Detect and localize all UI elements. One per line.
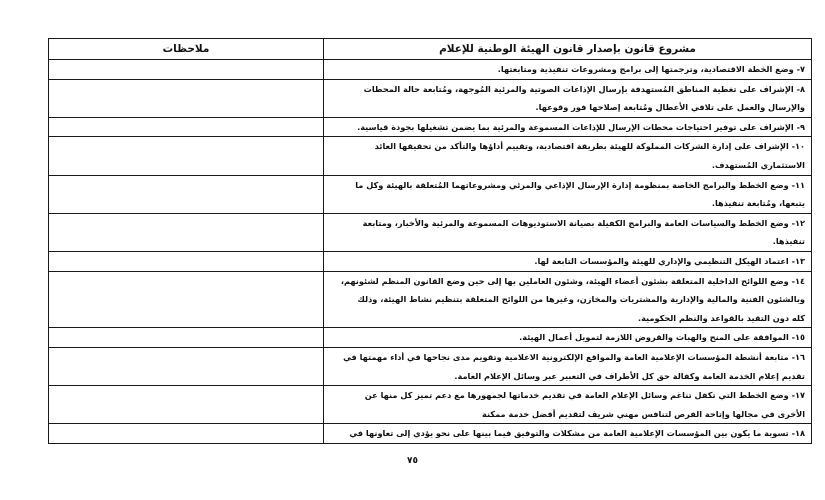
notes-cell [49,60,324,80]
table-row [49,60,812,80]
notes-cell [49,117,324,137]
item-line: ٩- الإشراف على توفير احتياجات محطات الإرسال للإذاعات المسموعة والمرئية بما يضمن تشغيلها بجودة قياسية. [357,121,805,132]
item-line: تنفيذها. [772,236,805,247]
table-row [49,347,812,385]
item-line: ١٧- وضع الخطط التي تكفل تناغم وسائل الإعلام العامة في تقديم خدماتها لجمهورها مع دعم تميز كل منها عن [364,390,805,401]
table-row [49,328,812,348]
table-row [49,213,812,251]
main-cell [324,175,812,213]
table-row [49,175,812,213]
item-line: ١٨- تسوية ما يكون بين المؤسسات الإعلامية العامة من مشكلات والتوفيق فيما بينها على نحو يؤدي إلى تعاونها في [349,428,805,439]
item-line: تقديم إعلام الخدمة العامة وكفالة حق كل الأطراف في التعبير عبر وسائل الإعلام العامة. [454,370,805,381]
table-row [49,386,812,424]
item-line: كله دون التقيد بالقواعد والنظم الحكومية. [637,312,805,323]
main-cell [324,60,812,80]
main-cell [324,213,812,251]
notes-cell [49,137,324,175]
main-cell [324,137,812,175]
table-row [49,424,812,444]
notes-cell [49,386,324,424]
item-line: ١٢- وضع الخطط والسياسات العامة والبرامج الكفيلة بصيانة الاستوديوهات المسموعة والمرئية والأخبار، ومتابعة [362,217,805,228]
main-cell [324,271,812,328]
notes-cell [49,347,324,385]
notes-cell [49,251,324,271]
table-row [49,137,812,175]
item-line: الأخرى في مجالها وإتاحة الفرص لتنافس مهني شريف لتقديم أفضل خدمة ممكنة [482,408,805,419]
main-cell [324,328,812,348]
header-notes: ملاحظات [49,39,324,60]
item-line: ١٤- وضع اللوائح الداخلية المتعلقة بشئون أعضاء الهيئة، وشئون العاملين بها إلى حين وضع القانون المنظم لشئونهم، [340,275,805,286]
notes-cell [49,175,324,213]
page-number: ٧٥ [407,456,418,466]
item-line: ٧- وضع الخطة الاقتصادية، وترجمتها إلى برامج ومشروعات تنفيذية ومتابعتها. [497,64,805,74]
main-cell [324,347,812,385]
item-line: ١٥- الموافقة على المنح والهبات والقروض اللازمة لتمويل أعمال الهيئة. [519,332,805,343]
notes-cell [49,328,324,348]
document-table [48,38,812,444]
item-line: ١٠- الإشراف على إدارة الشركات المملوكة للهيئة بطريقة اقتصادية، وتقييم أداؤها والتأكد من تحقيقها العائد [374,141,805,152]
table-row [49,251,812,271]
notes-cell [49,271,324,328]
main-cell [324,79,812,117]
item-line: ١٣- اعتماد الهيكل التنظيمي والإداري للهيئة والمؤسسات التابعة لها. [534,255,805,266]
main-cell [324,251,812,271]
notes-cell [49,424,324,444]
header-main: مشروع قانون بإصدار قانون الهيئة الوطنية للإعلام [324,39,812,60]
item-line: ١١- وضع الخطط والبرامج الخاصة بمنظومة إدارة الإرسال الإذاعي والمرئي ومشروعاتهما المُتعلقة بالهيئة وكل ما [355,179,805,190]
item-line: يتبعها، ومُتابعة تنفيذها. [711,198,805,209]
item-line: ١٦- متابعة أنشطة المؤسسات الإعلامية العامة والمواقع الإلكترونية الاعلامية وتقويم مدى نجاحها في أداء مهمتها في [343,351,805,362]
main-cell [324,424,812,444]
table-row [49,271,812,328]
table-row [49,117,812,137]
notes-cell [49,79,324,117]
table-row [49,79,812,117]
main-cell [324,386,812,424]
notes-cell [49,213,324,251]
item-line: الاستثماري المُستهدف. [711,159,805,170]
item-line: ٨- الإشراف على تغطية المناطق المُستهدفة بإرسال الإذاعات الصوتية والمرئية المُوجهة، ومُتابعة حالة المحطات [363,83,805,94]
item-line: وبالشئون الفنية والمالية والإدارية والمشتريات والمخازن، وغيرها من اللوائح المتعلقة بتنظيم نشاط الهيئة، وذلك [357,294,805,305]
main-cell [324,117,812,137]
table-header-row [49,39,812,60]
item-line: والإرسال والعمل على تلافي الأعطال ومُتابعة إصلاحها فور وقوعها. [535,102,805,113]
